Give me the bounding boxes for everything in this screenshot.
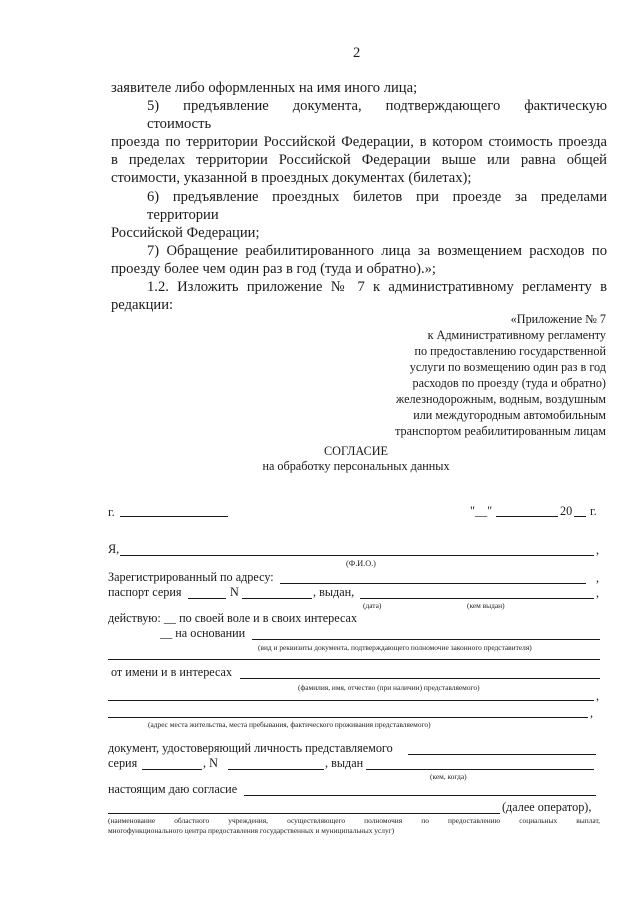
list-item-5-cont: стоимость	[147, 116, 212, 132]
appendix-line: услуги по возмещению один раз в год	[409, 360, 606, 374]
comma: ,	[596, 543, 600, 557]
issued-field[interactable]	[360, 598, 594, 599]
paragraph-1-2: 1.2. Изложить приложение № 7 к административному регламенту в	[147, 279, 607, 295]
issued-label: , выдан,	[313, 585, 355, 599]
acting-basis-option[interactable]: __ на основании	[160, 626, 246, 640]
rep-doc-field[interactable]	[408, 754, 596, 755]
consent-title: СОГЛАСИЕ	[324, 444, 388, 458]
list-item-6: 6) предъявление проездных билетов при проезде за пределами	[147, 189, 607, 205]
appendix-line: железнодорожным, водным, воздушным	[395, 392, 606, 406]
rep-address-field[interactable]	[108, 717, 588, 718]
year-prefix: 20	[560, 504, 573, 518]
page-number: 2	[353, 45, 361, 61]
year-suffix: г.	[590, 504, 597, 518]
rep-issued-field[interactable]	[366, 769, 594, 770]
paragraph-line: Российской Федерации;	[111, 225, 260, 241]
behalf-label: от имени и в интересах	[111, 665, 233, 679]
operator-field-cont[interactable]	[108, 813, 500, 814]
passport-n-label: N	[230, 585, 239, 599]
paragraph-line: стоимости, указанной в проездных документах (билетах);	[111, 170, 472, 186]
appendix-line: или междугородным автомобильным	[413, 408, 606, 422]
year-field[interactable]	[574, 516, 586, 517]
paragraph-line: в пределах территории Российской Федерации выше или равна общей	[111, 152, 607, 168]
appendix-line: по предоставлению государственной	[414, 344, 606, 358]
paragraph-line: проезда по территории Российской Федерации, в котором стоимость проезда	[111, 134, 607, 150]
paragraph-line: проезду более чем один раз в год (туда и обратно).»;	[111, 261, 436, 277]
basis-hint: (вид и реквизиты документа, подтверждающего полномочие законного представителя)	[258, 643, 532, 652]
passport-number-field[interactable]	[242, 598, 312, 599]
date-day[interactable]: "__"	[470, 504, 493, 518]
comma: ,	[590, 706, 594, 720]
rep-name-hint: (фамилия, имя, отчество (при наличии) представляемого)	[298, 683, 480, 692]
basis-field[interactable]	[252, 639, 600, 640]
address-field[interactable]	[280, 583, 586, 584]
series-label: серия	[108, 756, 138, 770]
rep-name-field-cont[interactable]	[108, 700, 594, 701]
comma: ,	[596, 571, 600, 585]
list-item-6-cont: территории	[147, 207, 219, 223]
rep-name-field[interactable]	[240, 678, 600, 679]
date-month-field[interactable]	[496, 516, 558, 517]
consent-subtitle: на обработку персональных данных	[262, 459, 450, 473]
city-field[interactable]	[120, 516, 228, 517]
rep-doc-label: документ, удостоверяющий личность представляемого	[108, 741, 393, 755]
fio-field[interactable]	[120, 555, 594, 556]
issuer-hint: (кем выдан)	[467, 601, 505, 610]
rep-series-field[interactable]	[142, 769, 202, 770]
list-item-5: 5) предъявление документа, подтверждающего фактическую	[147, 98, 607, 114]
operator-hint: (наименование областного учреждения, осуществляющего полномочия по предоставлению социальных выплат,	[108, 816, 600, 825]
paragraph-line: заявителе либо оформленных на имя иного лица;	[111, 80, 418, 96]
paragraph-line: редакции:	[111, 297, 174, 313]
comma: ,	[596, 689, 600, 703]
operator-label: (далее оператор),	[502, 800, 592, 814]
passport-label: паспорт серия	[108, 585, 182, 599]
rep-address-hint: (адрес места жительства, места пребывания, фактического проживания представляемого)	[148, 720, 431, 729]
address-label: Зарегистрированный по адресу:	[108, 570, 274, 584]
passport-series-field[interactable]	[188, 598, 226, 599]
fio-hint: (Ф.И.О.)	[346, 559, 376, 568]
appendix-line: транспортом реабилитированным лицам	[395, 424, 606, 438]
appendix-line: расходов по проезду (туда и обратно)	[412, 376, 606, 390]
rep-number-field[interactable]	[228, 769, 324, 770]
i-label: Я,	[108, 542, 120, 556]
rep-issued-label: , выдан	[325, 756, 364, 770]
issued-when-hint: (кем, когда)	[430, 772, 467, 781]
operator-field[interactable]	[244, 795, 596, 796]
consent-label: настоящим даю согласие	[108, 782, 238, 796]
list-item-7: 7) Обращение реабилитированного лица за возмещением расходов по	[147, 243, 607, 259]
appendix-line: к Административному регламенту	[427, 328, 606, 342]
comma: ,	[596, 586, 600, 600]
rep-n-label: , N	[203, 756, 218, 770]
city-label: г.	[108, 505, 115, 519]
basis-field-cont[interactable]	[108, 659, 600, 660]
date-hint: (дата)	[363, 601, 382, 610]
acting-own-option[interactable]: действую: __ по своей воле и в своих интересах	[108, 611, 358, 625]
appendix-line: «Приложение № 7	[510, 312, 606, 326]
operator-hint-cont: многофункционального центра предоставления государственных и муниципальных услуг)	[108, 826, 395, 835]
